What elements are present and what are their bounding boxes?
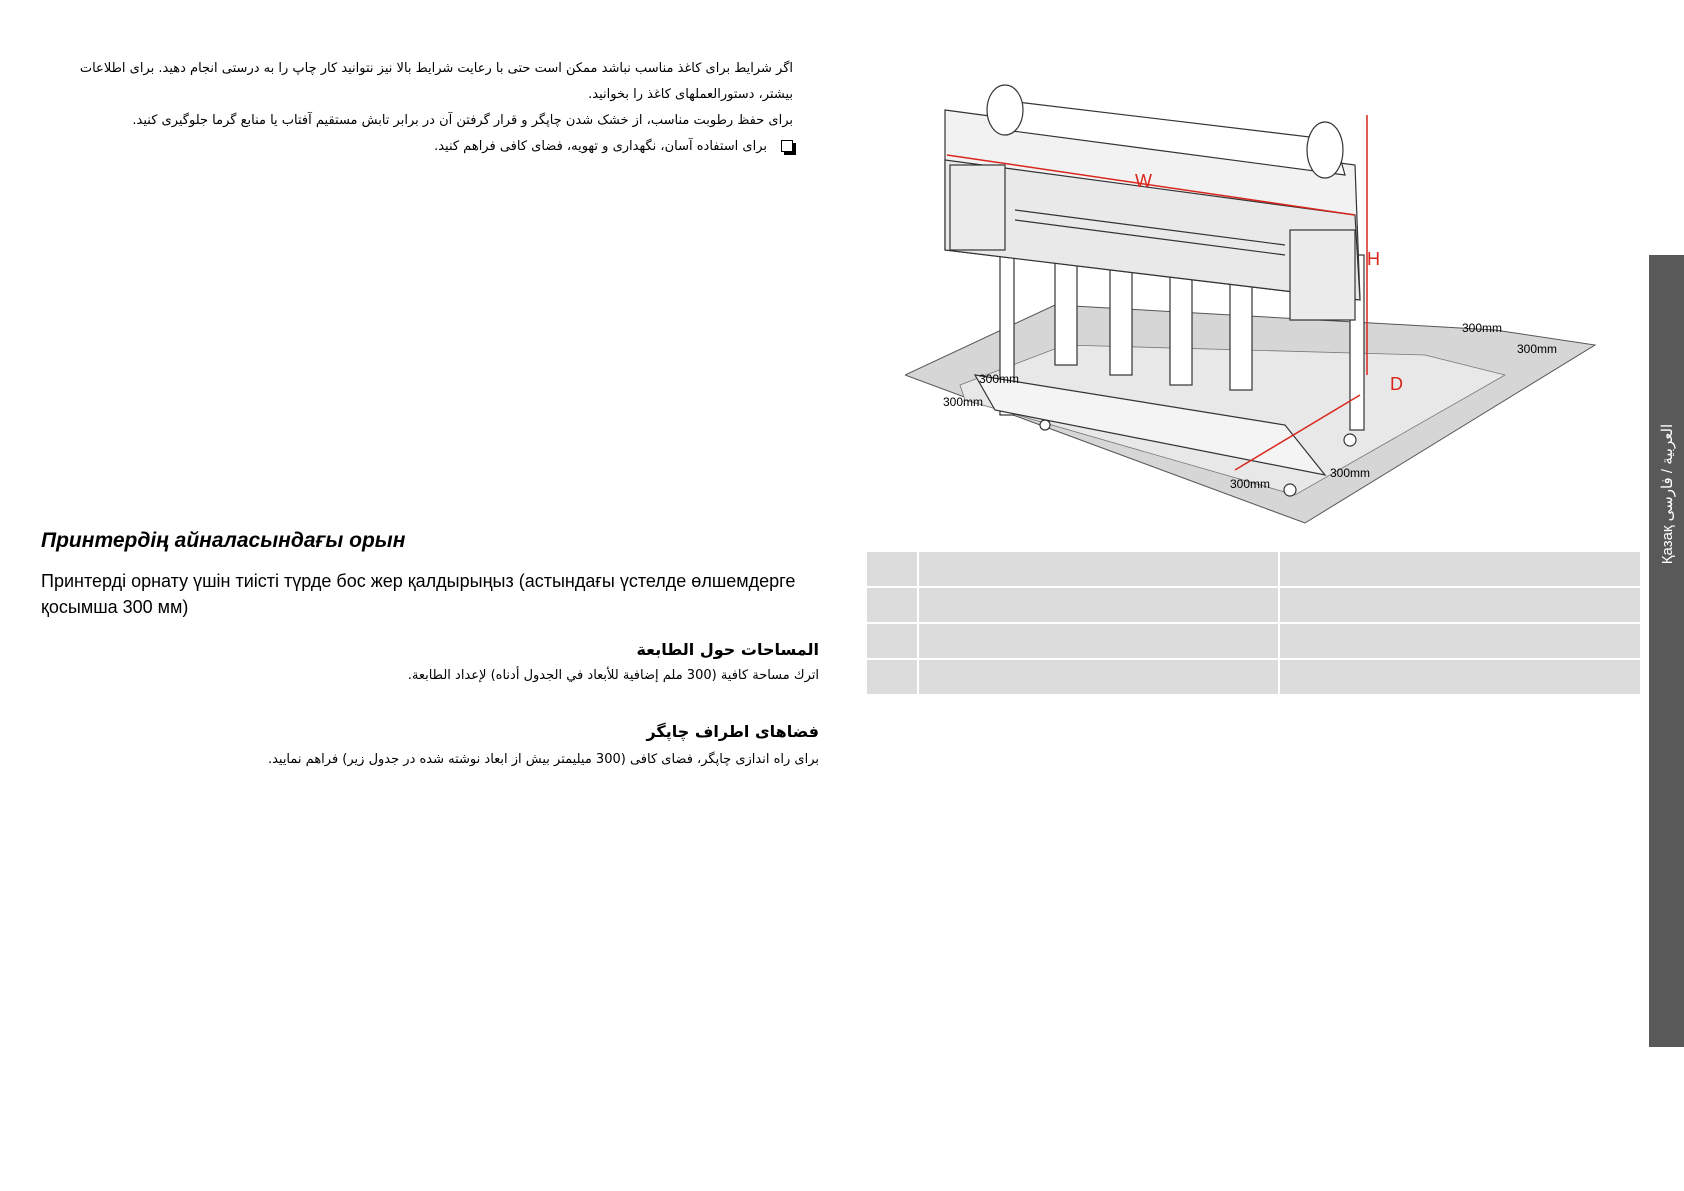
clearance-label: 300mm	[1462, 321, 1503, 335]
width-label: W	[1135, 171, 1152, 191]
table-row	[867, 552, 1640, 586]
section-heading-arabic: المساحات حول الطابعة	[636, 640, 819, 659]
clearance-label: 300mm	[1517, 342, 1558, 356]
table-cell	[1280, 624, 1640, 658]
note-line-4-text: برای استفاده آسان، نگهداری و تهویه، فضای کافی فراهم کنید.	[434, 139, 767, 154]
note-line-3: برای حفظ رطوبت مناسب، از خشک شدن چاپگر و قرار گرفتن آن در برابر تابش مستقیم آفتاب یا منابع گرما جلوگیری کنید.	[132, 113, 793, 128]
table-cell	[867, 588, 917, 622]
section-heading-kazakh: Принтердің айналасындағы орын	[41, 529, 406, 552]
table-cell	[1280, 588, 1640, 622]
table-row	[867, 660, 1640, 694]
table-cell	[1280, 660, 1640, 694]
clearance-label: 300mm	[979, 372, 1020, 386]
table-cell	[919, 552, 1279, 586]
language-side-tab	[1649, 255, 1684, 1047]
table-cell	[1280, 552, 1640, 586]
printer-space-illustration	[905, 55, 1605, 530]
side-tab-label: Қазақ العربية / فارسی	[1658, 423, 1676, 565]
section-body-arabic: اترك مساحة كافية (300 ملم إضافية للأبعاد في الجدول أدناه) لإعداد الطابعة.	[407, 668, 819, 683]
table-cell	[919, 660, 1279, 694]
section-body-kazakh: Принтерді орнату үшін тиісті түрде бос жер қалдырыңыз (астындағы үстелде өлшемдерге қосымша 300 мм)	[41, 571, 796, 617]
dimension-table	[865, 550, 1642, 696]
table-cell	[867, 624, 917, 658]
clearance-label: 300mm	[1330, 466, 1371, 480]
printer-diagram	[905, 55, 1605, 530]
note-line-4	[55, 134, 793, 160]
note-line-2: بیشتر، دستورالعملهای کاغذ را بخوانید.	[588, 87, 793, 102]
note-line-1: اگر شرایط برای کاغذ مناسب نباشد ممکن است حتی با رعایت شرایط بالا نیز نتوانید کار چاپ را به درستی انجام دهید. برای اطلاعات	[79, 61, 793, 76]
clearance-label: 300mm	[1230, 477, 1271, 491]
table-cell	[919, 624, 1279, 658]
table-cell	[867, 552, 917, 586]
checkbox-bullet-icon	[781, 140, 793, 152]
section-heading-persian: فضاهای اطراف چاپگر	[646, 722, 819, 741]
table-row	[867, 588, 1640, 622]
persian-notes	[55, 56, 793, 160]
section-body-persian: برای راه اندازی چاپگر، فضای کافی (300 میلیمتر بیش از ابعاد نوشته شده در جدول زیر) فراهم نمایید.	[267, 752, 819, 767]
table-cell	[867, 660, 917, 694]
table-row	[867, 624, 1640, 658]
height-label: H	[1367, 249, 1380, 269]
table-cell	[919, 588, 1279, 622]
depth-label: D	[1390, 374, 1403, 394]
clearance-label: 300mm	[943, 395, 984, 409]
